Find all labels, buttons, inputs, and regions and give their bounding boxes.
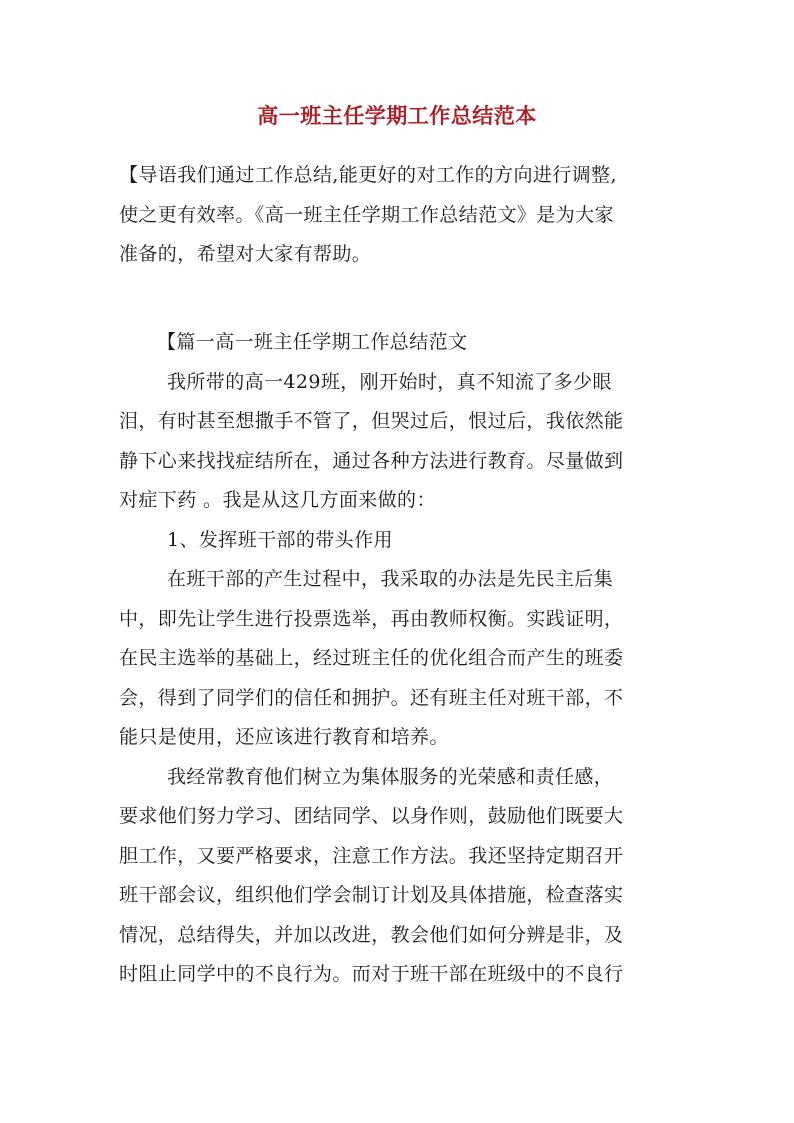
document-title: 高一班主任学期工作总结范本 xyxy=(257,103,537,128)
paragraph-line: 会，得到了同学们的信任和拥护。还有班主任对班干部，不 xyxy=(119,686,624,709)
paragraph-line: 班干部会议，组织他们学会制订计划及具体措施，检查落实 xyxy=(119,884,624,906)
paragraph-line: 能只是使用，还应该进行教育和培养。 xyxy=(119,726,449,748)
intro-line: 准备的，希望对大家有帮助。 xyxy=(119,243,372,265)
paragraph-line: 在班干部的产生过程中，我采取的办法是先民主后集 xyxy=(167,568,614,590)
paragraph-line: 要求他们努力学习、团结同学、以身作则，鼓励他们既要大 xyxy=(119,805,624,827)
section-heading: 【篇一高一班主任学期工作总结范文 xyxy=(157,331,468,353)
paragraph-line: 静下心来找找症结所在，通过各种方法进行教育。尽量做到 xyxy=(119,449,624,472)
paragraph-line: 胆工作，又要严格要求，注意工作方法。我还坚持定期召开 xyxy=(119,844,624,867)
intro-line: 使之更有效率。《高一班主任学期工作总结范文》是为大家 xyxy=(119,203,614,226)
intro-block xyxy=(119,156,679,275)
paragraph-line: 在民主选举的基础上，经过班主任的优化组合而产生的班委 xyxy=(119,647,624,669)
paragraph-line: 对症下药 。我是从这几方面来做的： xyxy=(119,489,436,511)
main-content xyxy=(119,323,679,995)
paragraph-line: 中，即先让学生进行投票选举，再由教师权衡。实践证明， xyxy=(119,607,624,630)
paragraph-line: 时阻止同学中的不良行为。而对于班干部在班级中的不良行 xyxy=(119,963,624,985)
intro-line: 【导语我们通过工作总结,能更好的对工作的方向进行调整, xyxy=(119,164,617,186)
paragraph-line: 我经常教育他们树立为集体服务的光荣感和责任感， xyxy=(167,765,614,788)
paragraph-line: 我所带的高一429班，刚开始时，真不知流了多少眼 xyxy=(167,370,612,393)
paragraph-line: 泪，有时甚至想撒手不管了，但哭过后，恨过后，我依然能 xyxy=(119,410,624,432)
item-heading: 1、发挥班干部的带头作用 xyxy=(167,528,393,551)
paragraph-line: 情况，总结得失，并加以改进，教会他们如何分辨是非，及 xyxy=(119,923,624,946)
